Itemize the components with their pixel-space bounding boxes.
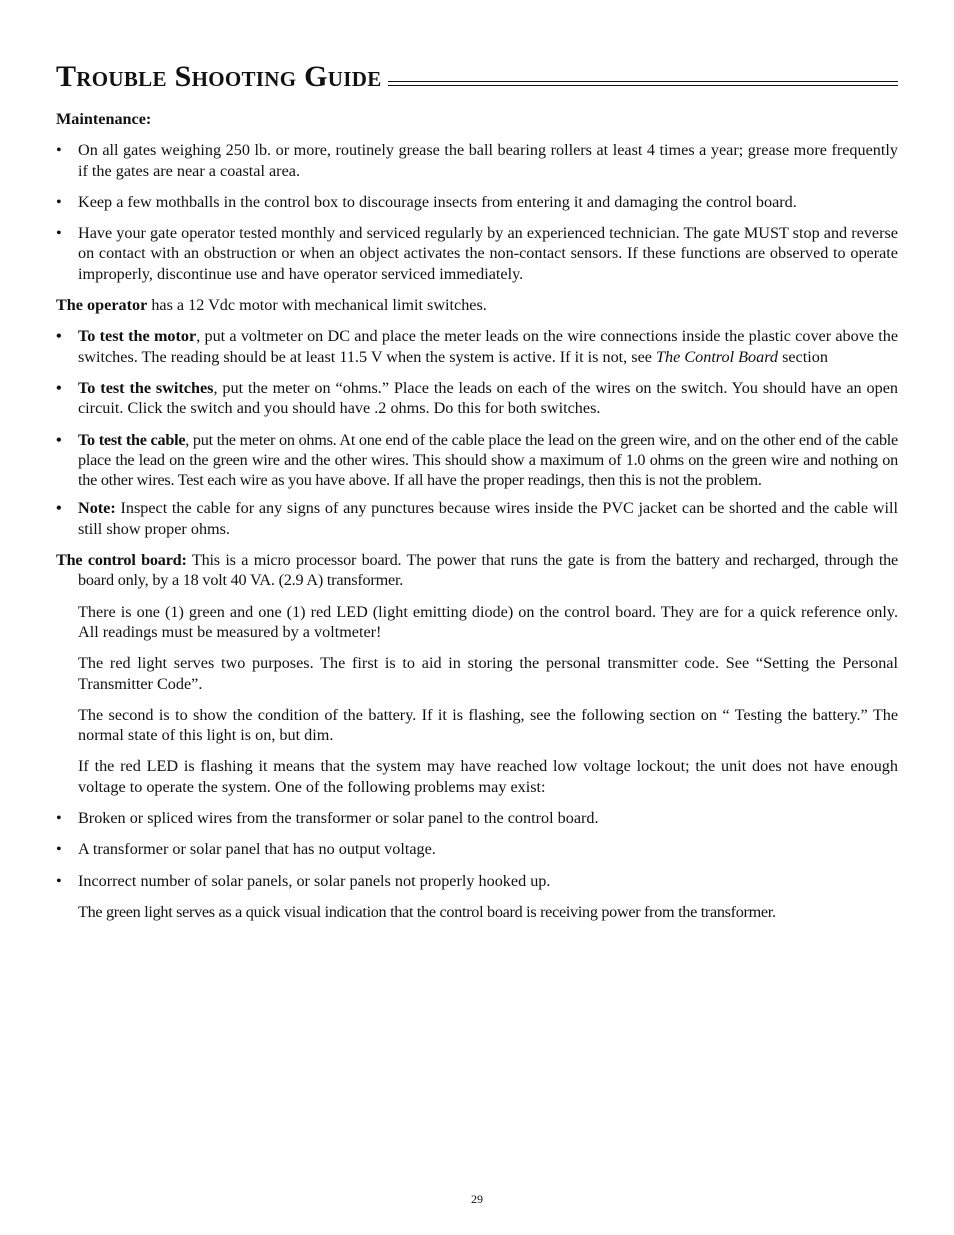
- maintenance-heading: Maintenance:: [56, 110, 152, 128]
- test-switches-lead: To test the switches: [78, 378, 214, 397]
- red-light-paragraph: The red light serves two purposes. The first is to aid in storing the personal transmitter code. See “Setting the Personal Transmitter Code”.: [78, 654, 898, 693]
- operator-paragraph: The operator has a 12 Vdc motor with mechanical limit switches.: [56, 296, 487, 315]
- test-motor-bullet: • To test the motor, put a voltmeter on DC and place the meter leads on the wire connections inside the plastic cover above the switches. The reading should be at least 11.5 V when the system is active. If it is not, see The Control Board section: [56, 327, 899, 366]
- bullet-dot: •: [56, 327, 62, 346]
- bullet-dot: •: [56, 840, 62, 859]
- note-lead: Note:: [78, 499, 116, 518]
- bullet-dot: •: [56, 224, 62, 243]
- maintenance-bullet-2: • Keep a few mothballs in the control box to discourage insects from entering it and damaging the control board.: [56, 192, 797, 211]
- problem-bullet-1: • Broken or spliced wires from the transformer or solar panel to the control board.: [56, 809, 599, 828]
- battery-paragraph: The second is to show the condition of the battery. If it is flashing, see the following section on “ Testing the battery.” The normal state of this light is on, but dim.: [78, 705, 898, 745]
- maintenance-bullet-3: • Have your gate operator tested monthly and serviced regularly by an experienced technician. The gate MUST stop and reverse on contact with an obstruction or when an object activates the non-contact sensors. If these functions are observed to operate improperly, discontinue use and have operator serviced immediately.: [56, 224, 898, 283]
- control-board-paragraph: The control board: This is a micro processor board. The power that runs the gate is from the battery and recharged, through the board only, by a 18 volt 40 VA. (2.9 A) transformer.: [56, 551, 898, 590]
- green-light-paragraph: The green light serves as a quick visual indication that the control board is receiving power from the transformer.: [78, 902, 776, 921]
- operator-lead: The operator: [56, 296, 148, 315]
- content-body: [56, 109, 898, 922]
- bullet-dot: •: [56, 499, 62, 518]
- led-paragraph: There is one (1) green and one (1) red LED (light emitting diode) on the control board. They are for a quick reference only. All readings must be measured by a voltmeter!: [78, 602, 898, 641]
- page-title: Trouble Shooting Guide: [56, 60, 382, 93]
- title-double-rule: [388, 81, 898, 86]
- page-number: 29: [471, 1192, 483, 1206]
- test-motor-lead: To test the motor: [78, 327, 197, 346]
- maintenance-bullet-1: • On all gates weighing 250 lb. or more, routinely grease the ball bearing rollers at least 4 times a year; grease more frequently if the gates are near a coastal area.: [56, 141, 898, 180]
- bullet-dot: •: [56, 192, 62, 211]
- low-voltage-paragraph: If the red LED is flashing it means that the system may have reached low voltage lockout; the unit does not have enough voltage to operate the system. One of the following problems may exist:: [78, 757, 898, 796]
- test-cable-bullet: • To test the cable, put the meter on ohms. At one end of the cable place the lead on the green wire, and on the other end of the cable place the lead on the green wire and the other wires. This should show a maximum of 1.0 ohms on the green wire and nothing on the other wires. Test each wire as you have above. If all have the proper readings, then this is not the problem.: [56, 430, 898, 490]
- bullet-dot: •: [56, 809, 62, 828]
- control-board-lead: The control board:: [56, 551, 187, 570]
- bullet-dot: •: [56, 141, 62, 160]
- problem-bullet-3: • Incorrect number of solar panels, or solar panels not properly hooked up.: [56, 871, 551, 890]
- bullet-dot: •: [56, 871, 62, 890]
- bullet-dot: •: [56, 430, 62, 449]
- note-bullet: • Note: Inspect the cable for any signs of any punctures because wires inside the PVC jacket can be shorted and the cable will still show proper ohms.: [56, 499, 898, 538]
- test-cable-lead: To test the cable: [78, 430, 186, 449]
- bullet-dot: •: [56, 378, 62, 397]
- problem-bullet-2: • A transformer or solar panel that has no output voltage.: [56, 840, 436, 859]
- control-board-reference: The Control Board: [656, 347, 779, 366]
- title-row: [56, 52, 898, 92]
- test-switches-bullet: • To test the switches, put the meter on “ohms.” Place the leads on each of the wires on the switch. You should have an open circuit. Click the switch and you should have .2 ohms. Do this for both switches.: [56, 378, 898, 418]
